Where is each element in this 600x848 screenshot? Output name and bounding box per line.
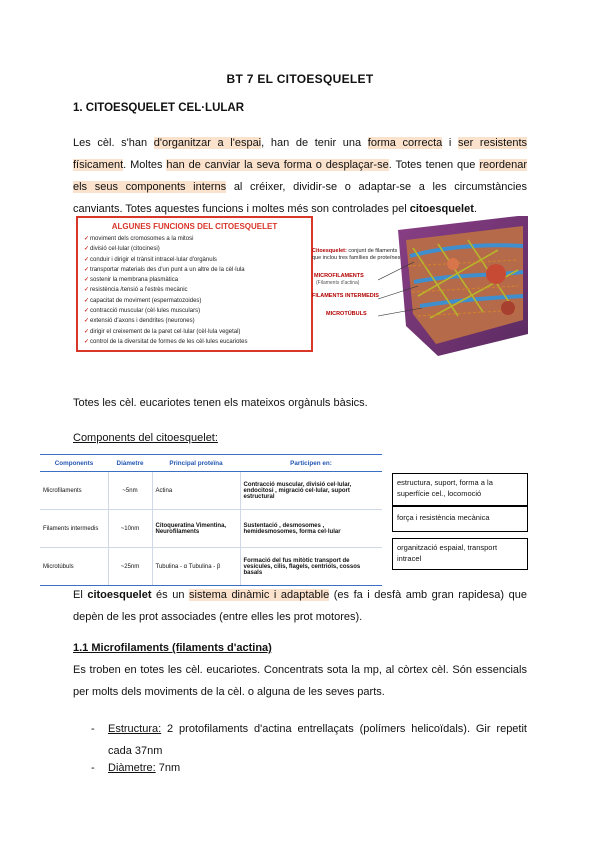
side-note: estructura, suport, forma a la superfície cel., locomoció — [392, 473, 528, 507]
list-item: ✓resistència /tensió a l'estrès mecànic — [84, 287, 188, 294]
subsection-heading: 1.1 Microfilaments (filaments d'actina) — [73, 642, 272, 654]
illustration-caption: Citoesquelet: conjunt de filaments que inclou tres famílies de proteïnes — [312, 248, 401, 261]
table-cell: Microfilaments — [40, 472, 108, 510]
paragraph: Totes les cèl. eucariotes tenen els mateixos orgànuls bàsics. — [73, 397, 368, 409]
table-cell: Contracció muscular, divisió cel·lular, endocitosi , migració cel·lular, suport estructural — [240, 472, 382, 510]
table-cell: Tubulina - α Tubulina - β — [152, 548, 240, 586]
table-cell: ~5nm — [108, 472, 152, 510]
page-title: BT 7 EL CITOESQUELET — [226, 72, 374, 86]
intro-paragraph: Les cèl. s'han d'organitzar a l'espai, han de tenir una forma correcta i ser resistents físicament. Moltes han de canviar la seva forma o desplaçar-se. Totes tenen que reordenar els seus components interns al créixer, dividir-se o adaptar-se a les circumstàncies canviants. Totes aquestes funcions i moltes més son controlades pel citoesquelet. — [73, 137, 528, 215]
cytoskeleton-illustration — [312, 216, 528, 356]
table-row — [40, 472, 382, 510]
paragraph-microfilaments: Es troben en totes les cèl. eucariotes. Concentrats sota la mp, al còrtex cèl. Són essencials per molts dels moviments de la cèl. o alguna de les seves parts. — [73, 664, 527, 698]
bullet-dash: - — [91, 723, 95, 735]
list-item: ✓divisió cel·lular (citocinesi) — [84, 246, 160, 253]
table-cell: ~10nm — [108, 510, 152, 548]
list-item: ✓conduir i dirigir el trànsit intracel·lular d'orgànuls — [84, 256, 217, 263]
table-cell: Citoqueratina Vimentina, Neurofilaments — [152, 510, 240, 548]
functions-box — [76, 216, 313, 352]
components-table — [40, 454, 382, 586]
table-row — [40, 548, 382, 586]
list-item: ✓contracció muscular (cèl·lules musculars) — [84, 308, 201, 315]
list-item: ✓control de la diversitat de formes de les cèl·lules eucariotes — [84, 338, 248, 345]
table-header: Principal proteïna — [152, 455, 240, 472]
bullet-item: - Diàmetre: 7nm — [91, 757, 527, 779]
list-item: ✓sostenir la membrana plasmàtica — [84, 277, 179, 284]
table-cell: Microtúbuls — [40, 548, 108, 586]
label-intermediate-filaments: FILAMENTS INTERMEDIS — [312, 293, 379, 299]
section-heading: 1. CITOESQUELET CEL·LULAR — [73, 102, 245, 114]
table-cell: Sustentació , desmosomes , hemidesmosomes, forma cel·lular — [240, 510, 382, 548]
table-cell: ~25nm — [108, 548, 152, 586]
paragraph-dynamic: El citoesquelet és un sistema dinàmic i adaptable (es fa i desfà amb gran rapidesa) que depèn de les prot associades (entre elles les prot motores). — [73, 589, 527, 623]
bullet-item: - Estructura: 2 protofilaments d'actina entrellaçats (polímers helicoïdals). Gir repetit cada 37nm — [91, 718, 527, 762]
label-actin: (Filaments d'actina) — [316, 280, 360, 286]
list-item: ✓transportar materials des d'un punt a un altre de la cèl·lula — [84, 266, 245, 273]
table-cell: Formació del fus mitòtic transport de vesícules, cilis, flagels, centriols, cossos basals — [240, 548, 382, 586]
bullet-dash: - — [91, 762, 95, 774]
table-header-row — [40, 455, 382, 472]
side-note: organització espaial, transport intracel — [392, 538, 528, 570]
table-header: Participen en: — [240, 455, 382, 472]
list-item: ✓moviment dels cromosomes a la mitosi — [84, 236, 194, 242]
list-item: ✓capacitat de moviment (espermatozoides) — [84, 297, 202, 304]
functions-list — [84, 234, 247, 347]
list-item: ✓dirigir el creixement de la paret cel·lular (cèl·lula vegetal) — [84, 328, 241, 335]
components-heading: Components del citoesquelet: — [73, 432, 218, 444]
table-cell: Actina — [152, 472, 240, 510]
table-row — [40, 510, 382, 548]
label-microtubules: MICROTÚBULS — [326, 311, 367, 317]
cell-cytoskeleton-image — [318, 216, 528, 356]
table-header: Components — [40, 455, 108, 472]
table-header: Diàmetre — [108, 455, 152, 472]
functions-box-title: ALGUNES FUNCIONS DEL CITOESQUELET — [111, 222, 278, 231]
table-cell: Filaments intermedis — [40, 510, 108, 548]
label-microfilaments: MICROFILAMENTS — [314, 273, 364, 279]
side-note: força i resistència mecànica — [392, 505, 528, 532]
list-item: ✓extensió d'axons i dendrites (neurones) — [84, 318, 195, 325]
